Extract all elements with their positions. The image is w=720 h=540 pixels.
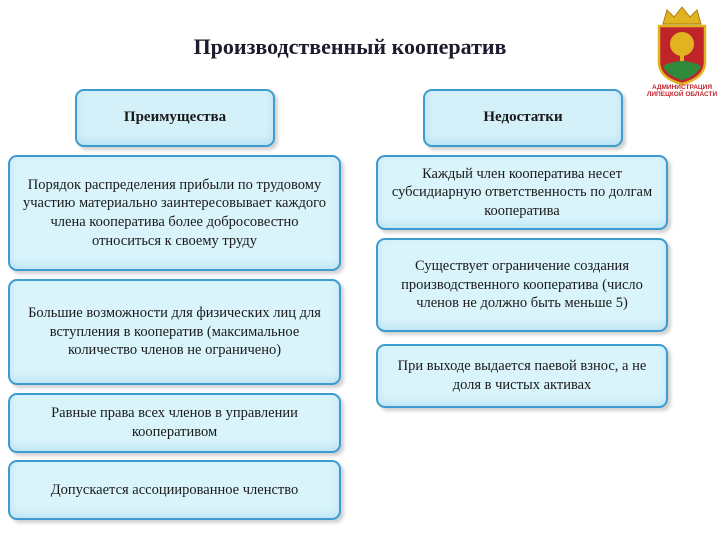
advantage-item-equal-rights: Равные права всех членов в управлении кооперативом [8, 393, 341, 453]
page-title: Производственный кооператив [193, 34, 507, 59]
disadvantage-item-member-limit: Существует ограничение создания производственного кооператива (число членов не должно быть меньше 5) [376, 238, 668, 332]
emblem-caption-line2: ЛИПЕЦКОЙ ОБЛАСТИ [646, 91, 718, 99]
advantage-item-profit-distribution: Порядок распределения прибыли по трудовому участию материально заинтересовывает каждого члена кооператива более добросовестно относиться к своему труду [8, 155, 341, 271]
disadvantage-item-subsidiary-liability: Каждый член кооператива несет субсидиарную ответственность по долгам кооператива [376, 155, 668, 230]
disadvantages-header: Недостатки [423, 89, 623, 147]
disadvantage-item-exit-share: При выходе выдается паевой взнос, а не доля в чистых активах [376, 344, 668, 408]
advantage-item-associate-membership: Допускается ассоциированное членство [8, 460, 341, 520]
emblem-caption [645, 84, 719, 99]
emblem-caption-line1: АДМИНИСТРАЦИЯ [651, 84, 713, 91]
advantage-item-open-membership: Большие возможности для физических лиц для вступления в кооператив (максимальное количество членов не ограничено) [8, 279, 341, 385]
advantages-header: Преимущества [75, 89, 275, 147]
